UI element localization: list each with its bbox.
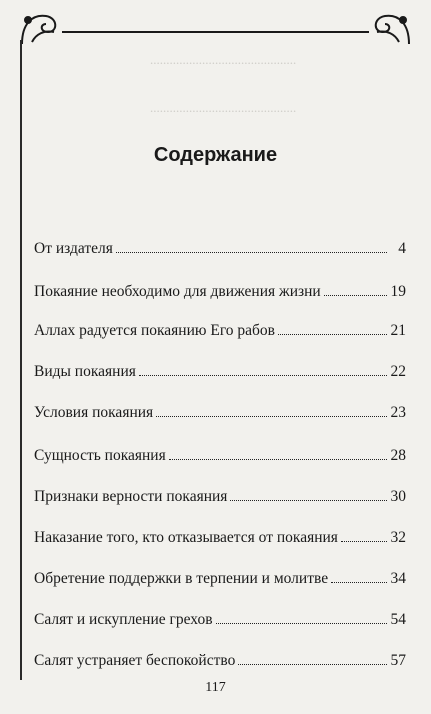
flourish-left-icon	[22, 16, 55, 44]
toc-entry-page: 32	[390, 529, 406, 546]
toc-entry-page: 34	[390, 570, 406, 587]
toc-entry-title: От издателя	[34, 240, 113, 257]
toc-entry-title: Сущность покаяния	[34, 447, 166, 464]
toc-leader	[324, 283, 387, 296]
toc-leader	[331, 570, 387, 583]
toc-entry[interactable]	[34, 529, 406, 547]
toc-entry[interactable]	[34, 322, 406, 340]
toc-entry-title: Наказание того, кто отказывается от покаяния	[34, 529, 338, 546]
toc-entry-page: 54	[390, 611, 406, 628]
toc-entry-page: 28	[390, 447, 406, 464]
ornamental-border-left	[20, 40, 22, 680]
toc-entry[interactable]	[34, 488, 406, 506]
toc-leader	[341, 529, 387, 542]
toc-entry-page: 21	[390, 322, 406, 339]
toc-entry-page: 22	[390, 363, 406, 380]
page-number: 117	[205, 680, 226, 695]
toc-entry[interactable]	[34, 363, 406, 381]
toc-leader	[230, 488, 387, 501]
toc-entry[interactable]	[34, 570, 406, 588]
toc-entry-title: Салят устраняет беспокойство	[34, 652, 236, 669]
toc-entry[interactable]	[34, 447, 406, 465]
toc-leader	[116, 240, 387, 253]
toc-entry-title: Обретение поддержки в терпении и молитве	[34, 570, 329, 587]
toc-entry-page: 57	[390, 652, 406, 669]
toc-leader	[238, 652, 387, 665]
toc-entry[interactable]	[34, 240, 406, 258]
page-title: Содержание	[153, 144, 278, 166]
toc-entry-title: Покаяние необходимо для движения жизни	[34, 283, 321, 300]
toc-entry-title: Условия покаяния	[34, 404, 154, 421]
toc-entry[interactable]	[34, 652, 406, 670]
toc-leader	[278, 322, 387, 335]
bleed-through-text: .............................................	[150, 100, 297, 115]
toc-entry-page: 4	[398, 240, 406, 257]
toc-leader	[156, 404, 387, 417]
toc-entry-page: 19	[390, 283, 406, 300]
toc-leader	[216, 611, 387, 624]
toc-entry[interactable]	[34, 283, 406, 301]
toc-entry-page: 23	[390, 404, 406, 421]
bleed-through-text: .............................................	[150, 52, 297, 67]
flourish-right-icon	[376, 16, 409, 44]
toc-entry-page: 30	[390, 488, 406, 505]
toc-entry-title: Виды покаяния	[34, 363, 136, 380]
toc-entry-title: Салят и искупление грехов	[34, 611, 213, 628]
ornamental-border-top	[18, 4, 413, 48]
toc-entry-title: Аллах радуется покаянию Его рабов	[34, 322, 275, 339]
toc-entry-title: Признаки верности покаяния	[34, 488, 228, 505]
toc-entry[interactable]	[34, 404, 406, 422]
toc-leader	[169, 447, 387, 460]
toc-entry[interactable]	[34, 611, 406, 629]
toc-leader	[139, 363, 387, 376]
